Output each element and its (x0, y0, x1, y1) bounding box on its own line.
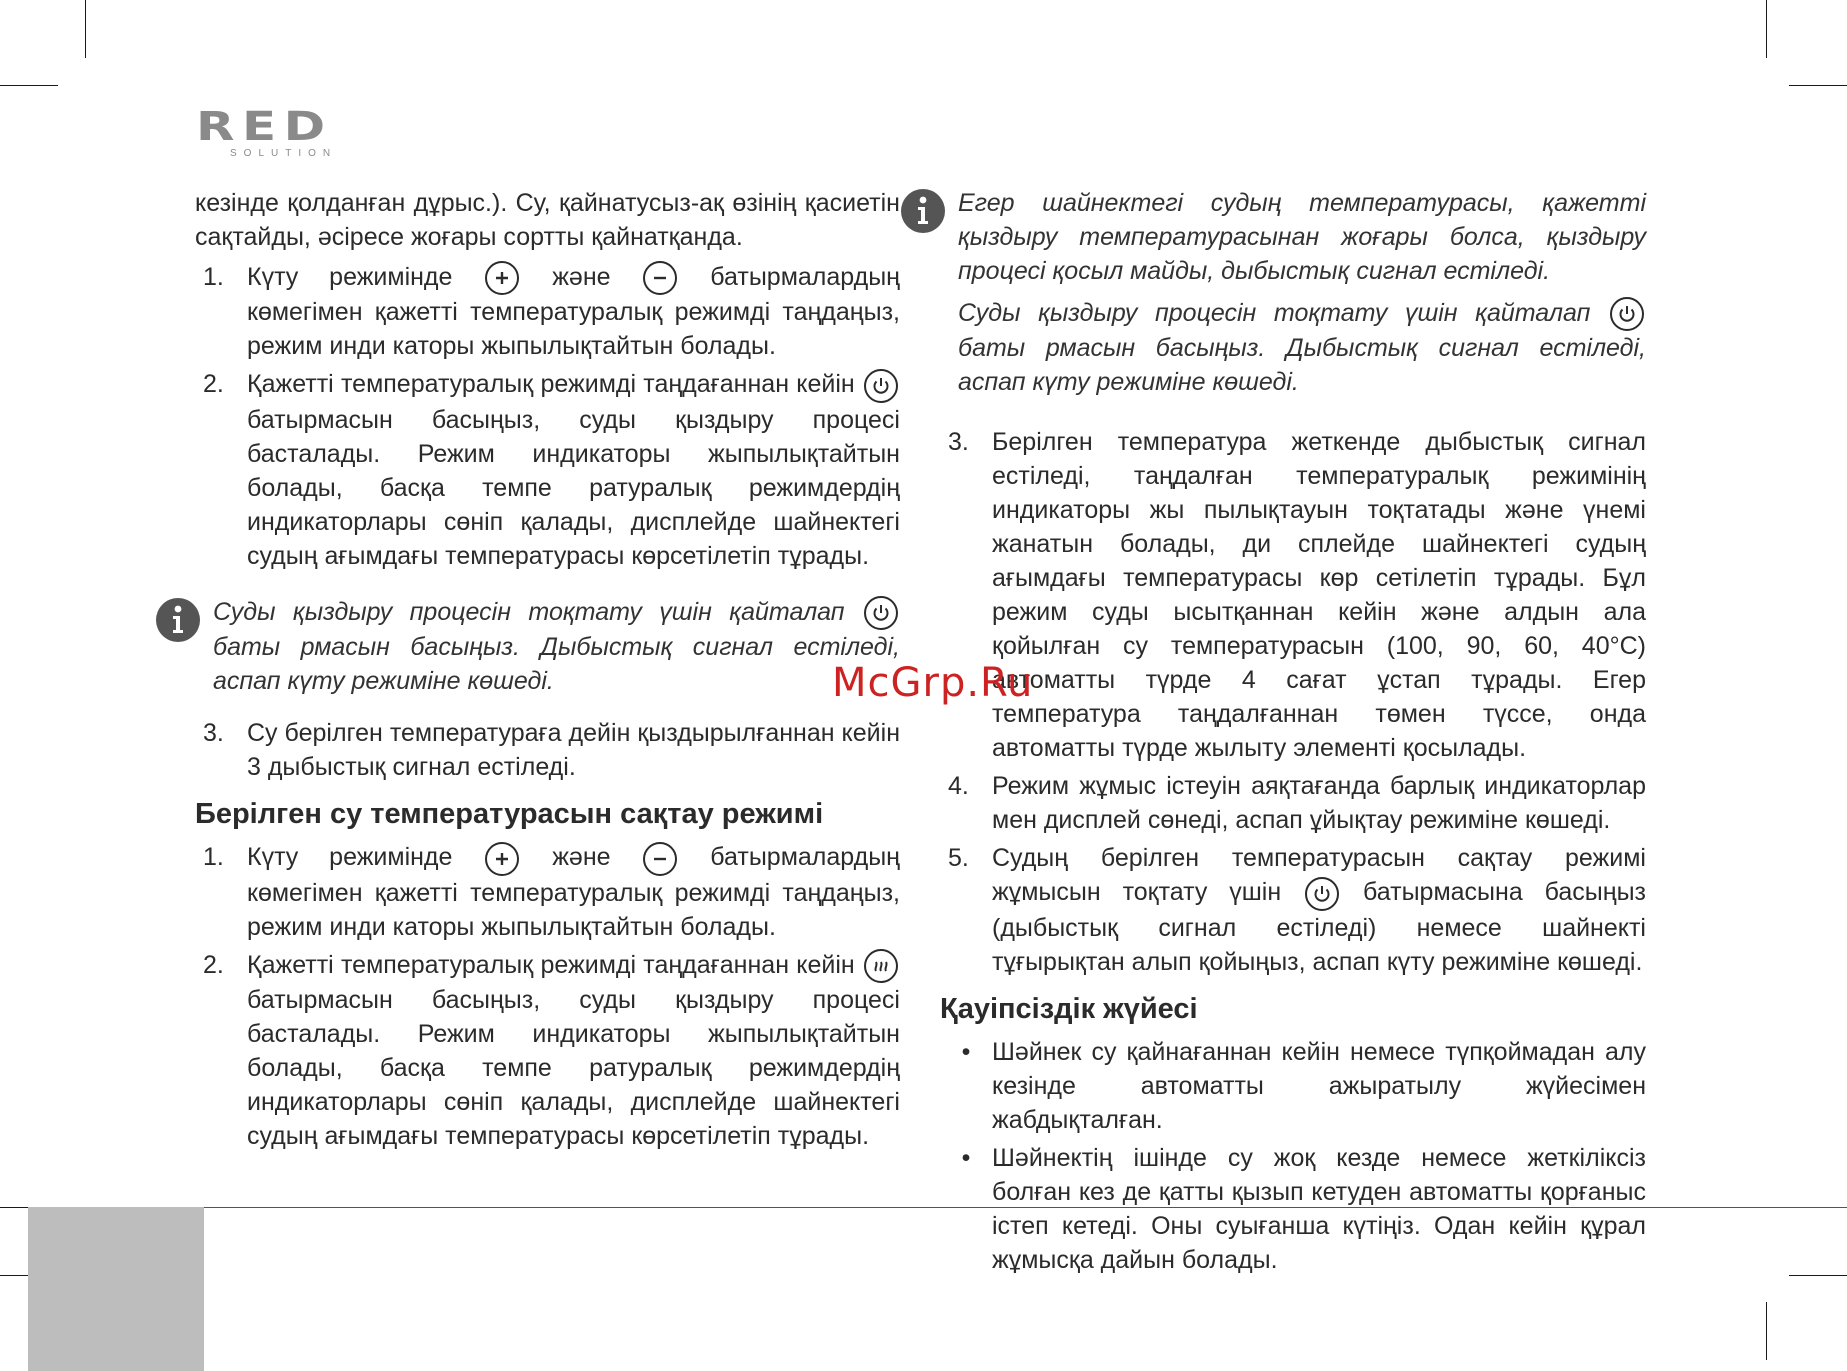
list-item: 2. Қажетті температуралық режимді таңдағаннан кейін батырмасын басыңыз, суды қыздыру процесі басталады. Режим индикаторы жыпылықтайтын болады, басқа темпе ратуралық режимдердің индикаторлары сөніп қалады, дисплейде шайнектегі судың ағымдағы температурасы көрсетілетіп тұрады. (195, 948, 900, 1153)
keep-warm-button-icon (864, 949, 898, 983)
bullet-icon: • (961, 1037, 971, 1066)
brand-tagline: SOLUTION (230, 148, 338, 159)
crop-mark (1789, 85, 1847, 86)
plus-button-icon (485, 261, 519, 295)
crop-mark (1766, 0, 1767, 58)
list-number: 4. (948, 772, 969, 801)
section-heading: Қауіпсіздік жүйесі (940, 992, 1198, 1025)
footer-rule (204, 1207, 1847, 1208)
list-number: 2. (203, 950, 224, 979)
power-button-icon (864, 596, 898, 630)
crop-mark (0, 85, 58, 86)
intro-paragraph: кезінде қолданған дұрыс.). Су, қайнатусыз-ақ өзінің қасиетін сақтайды, әсіресе жоғары сортты қайнатқанда. (195, 189, 900, 251)
list-number: 1. (203, 263, 224, 291)
section-heading: Берілген су температурасын сақтау режимі (195, 798, 824, 831)
list-item: 4. Режим жұмыс істеуін аяқтағанда барлық индикаторлар мен дисплей сөнеді, аспап ұйықтау режиміне көшеді. (940, 769, 1646, 837)
bullet-item: • Шәйнектің ішінде су жоқ кезде немесе жеткіліксіз болған кез де қатты қызып кетуден автоматты қорғаныс істеп кетеді. Оны суығанша күтіңіз. Одан кейін құрал жұмысқа дайын болады. (940, 1141, 1646, 1277)
bullet-item: • Шәйнек су қайнағаннан кейін немесе түпқоймадан алу кезінде автоматты ажыратылу жүйесімен жабдықталған. (940, 1035, 1646, 1137)
list-number: 3. (948, 428, 969, 457)
list-item: 1. Күту режимінде және батырмалардың көмегімен қажетті температуралық режимді таңдаңыз, режим инди каторы жыпылықтайтын болады. (195, 840, 900, 943)
list-item: 3. Берілген температура жеткенде дыбыстық сигнал естіледі, таңдалған температуралық режимінің индикаторы жы пылықтауын тоқтатады және үнемі жанатын болады, ди сплейде шайнектегі судың ағымдағы температурасы көр сетілетіп тұрады. Бұл режим суды ысытқаннан кейін және алдын ала қойылған су температурасын (100, 90, 60, 40°C) автоматты түрде 4 сағат ұстап тұрады. Егер температура таңдалғаннан төмен түссе, онда автоматты түрде жылыту элементі қосылады. (940, 425, 1646, 765)
info-icon (155, 597, 201, 643)
list-number: 5. (948, 844, 969, 873)
page-number-block (28, 1207, 204, 1371)
bullet-icon: • (961, 1143, 971, 1172)
list-item: 5. Судың берілген температурасын сақтау режимі жұмысын тоқтату үшін батырмасына басыңыз (дыбыстық сигнал естіледі) немесе шайнекті тұғырықтан алып қойыңыз, аспап күту режиміне көшеді. (940, 841, 1646, 978)
info-icon (900, 188, 946, 234)
crop-mark (1789, 1275, 1847, 1276)
brand-logo (196, 104, 346, 159)
list-number: 1. (203, 843, 224, 872)
info-note: Егер шайнектегі судың температурасы, қажетті қыздыру температурасынан жоғары болса, қыздыру процесі қосыл майды, дыбыстық сигнал естіледі. Суды қыздыру процесін тоқтату үшін қайталап баты рмасын басыңыз. Дыбыстық сигнал естіледі, аспап күту режиміне көшеді. (900, 186, 1646, 407)
list-item: 3. Су берілген температураға дейін қыздырылғаннан кейін 3 дыбыстық сигнал естіледі. (195, 716, 900, 784)
minus-button-icon (643, 842, 677, 876)
info-text: Егер шайнектегі судың температурасы, қажетті қыздыру температурасынан жоғары болса, қыздыру процесі қосыл майды, дыбыстық сигнал естіледі. (958, 189, 1646, 285)
power-button-icon (1610, 297, 1644, 331)
power-button-icon (864, 369, 898, 403)
watermark: McGrp.Ru (832, 660, 1034, 706)
brand-name: RED (196, 104, 333, 150)
crop-mark (1766, 1302, 1767, 1360)
info-note: Суды қыздыру процесін тоқтату үшін қайталап баты рмасын басыңыз. Дыбыстық сигнал естіледі, аспап күту режиміне көшеді. (155, 595, 900, 698)
list-item: 1. Күту режимінде және батырмалардың көмегімен қажетті температуралық режимді таңдаңыз, режим инди каторы жыпылықтайтын болады. (195, 260, 900, 363)
list-number: 2. (203, 370, 224, 399)
power-button-icon (1305, 877, 1339, 911)
right-column (940, 186, 1646, 1281)
crop-mark (85, 0, 86, 58)
left-column (195, 186, 900, 1157)
plus-button-icon (485, 842, 519, 876)
minus-button-icon (643, 261, 677, 295)
list-item: 2. Қажетті температуралық режимді таңдағаннан кейін батырмасын басыңыз, суды қыздыру процесі басталады. Режим индикаторы жыпылықтайтын болады, басқа темпе ратуралық режимдердің индикаторлары сөніп қалады, дисплейде шайнектегі судың ағымдағы температурасы көрсетілетіп тұрады. (195, 367, 900, 572)
list-number: 3. (203, 719, 224, 748)
